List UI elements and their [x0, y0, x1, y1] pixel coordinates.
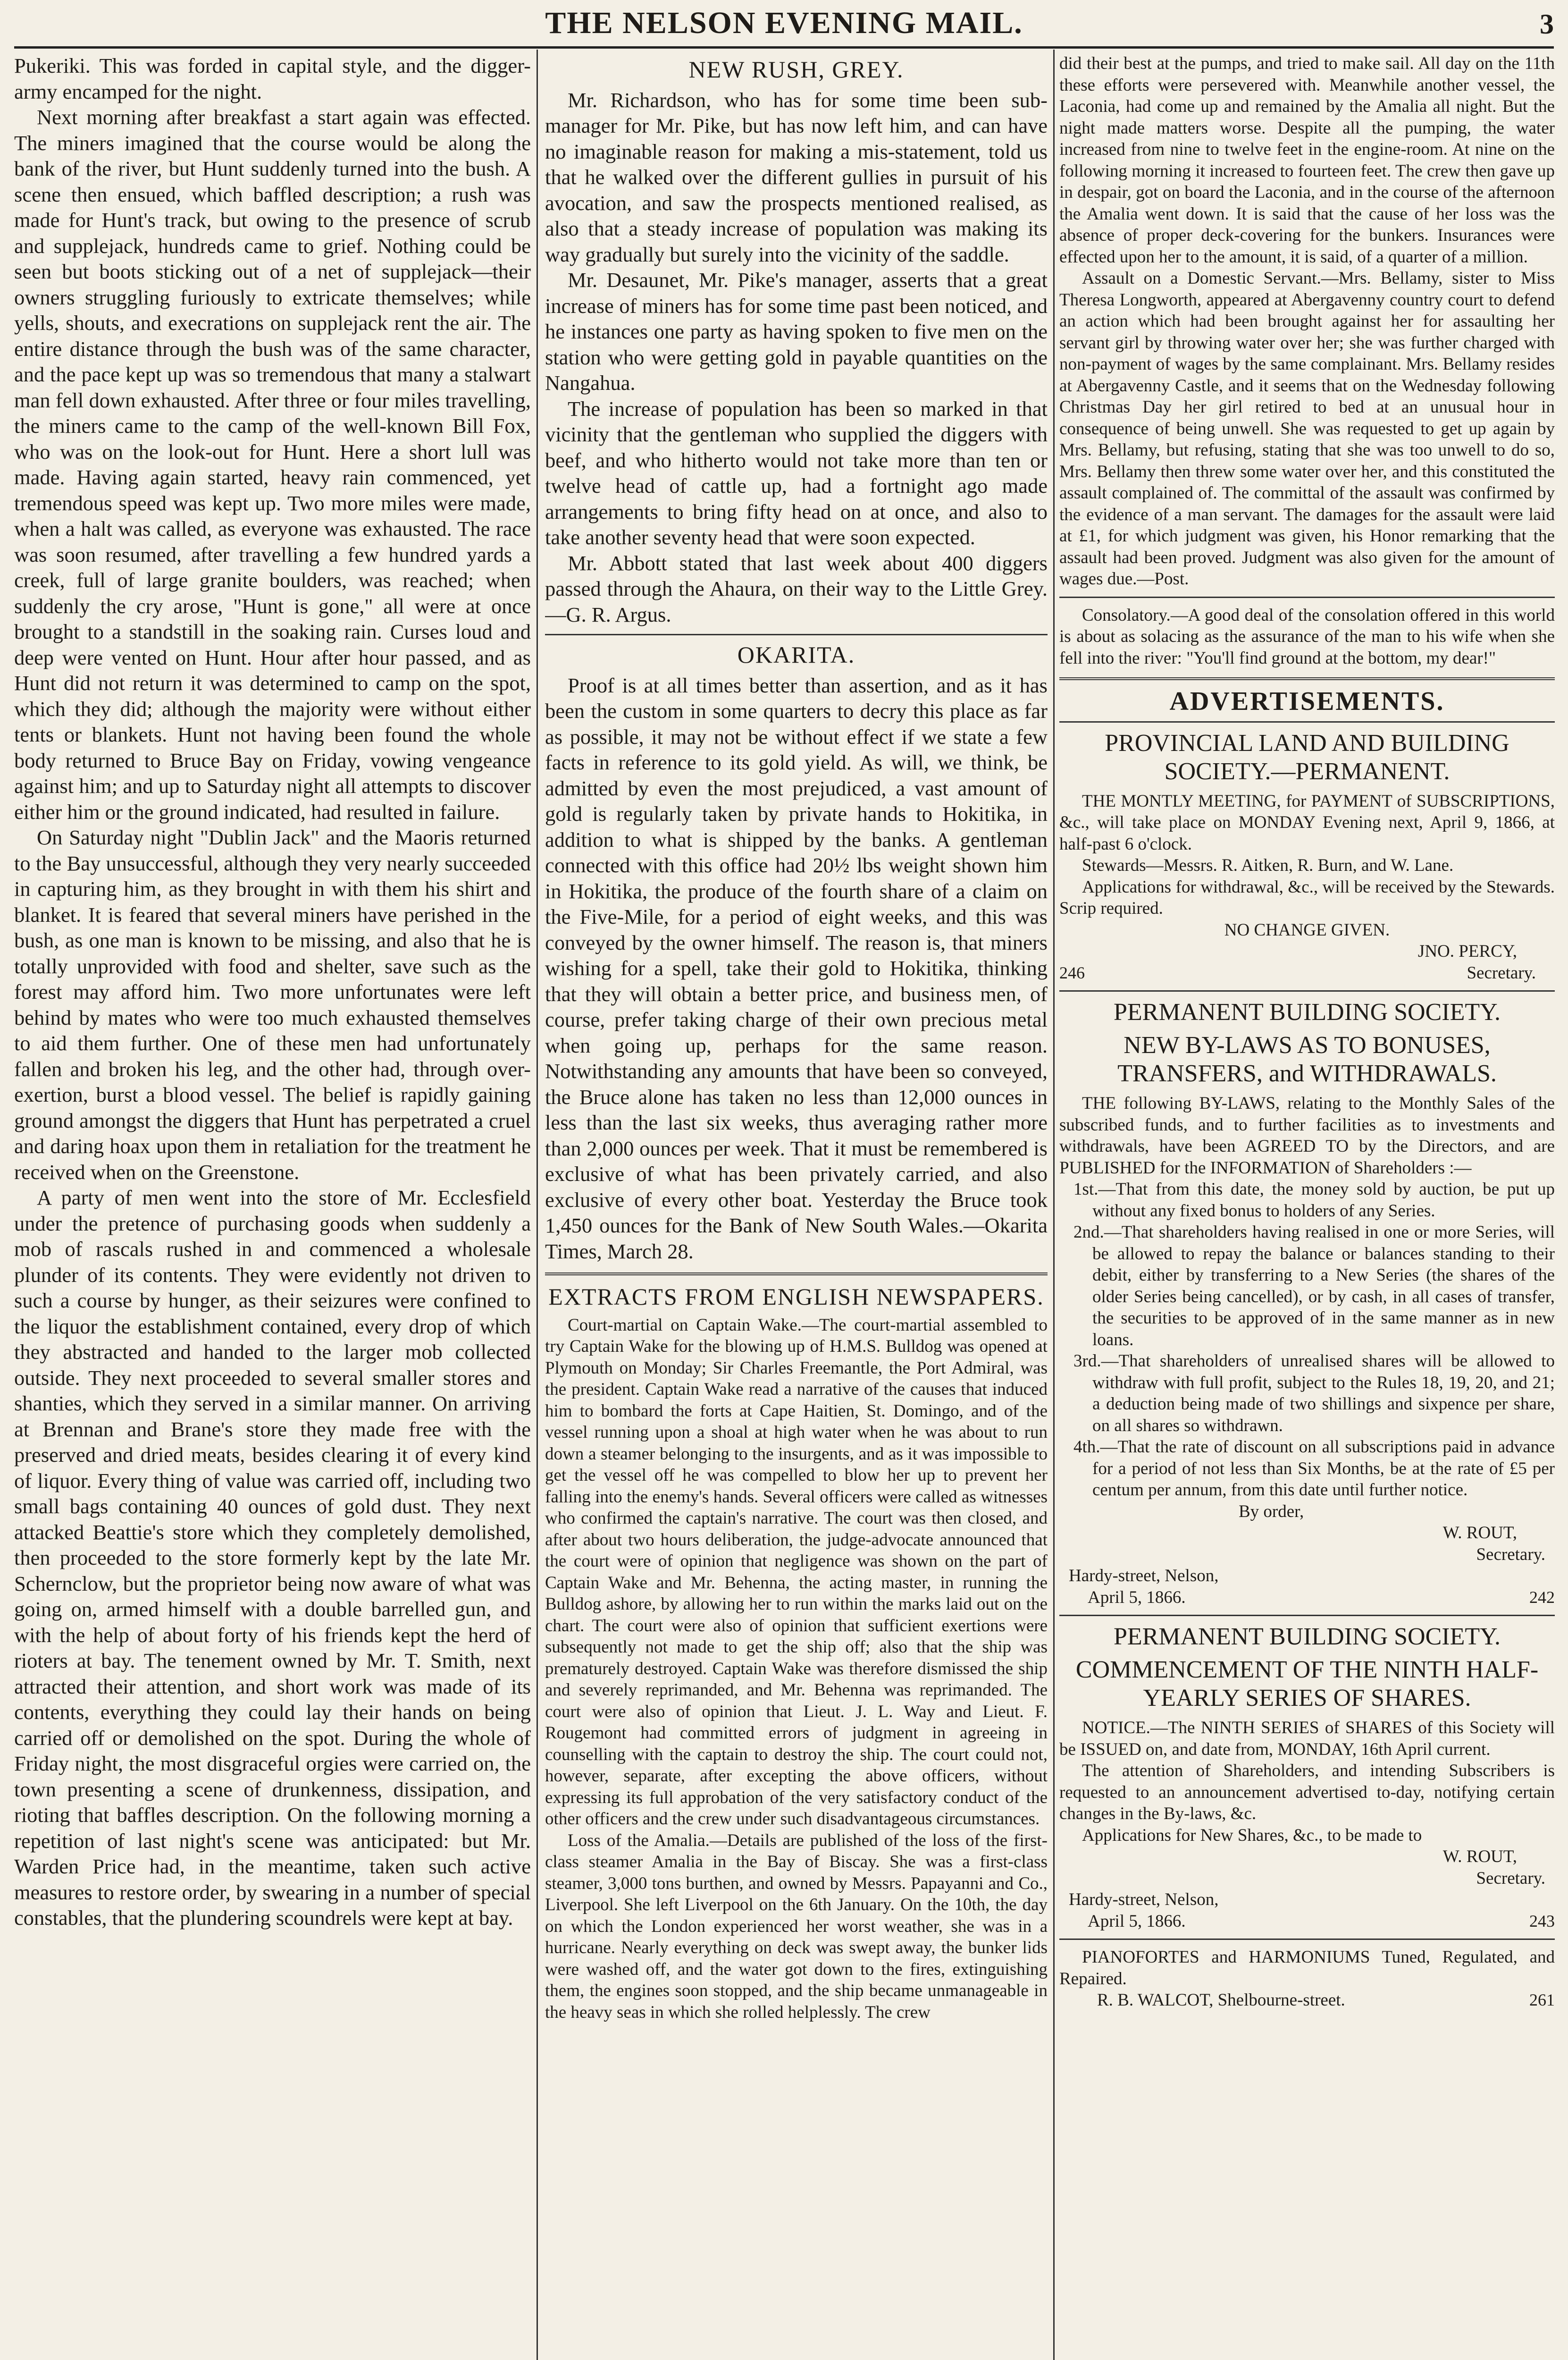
article-paragraph: Next morning after breakfast a start again was effected. The miners imagined that the course would be along the bank of the river, but Hunt suddenly turned into the bush. A scene then ensued, which baffled description; a rush was made for Hunt's track, but owing to the presence of scrub and supplejack, hundreds came to grief. Nothing could be seen but boots sticking out of a net of supplejack—their owners struggling furiously to extricate themselves; while yells, shouts, and execrations on supplejack rent the air. The entire distance through the bush was of the same character, and the pace kept up was so tremendous that many a stalwart man fell down exhausted. After three or four miles travelling, the miners came to the camp of the well-known Bill Fox, who was on the look-out for Hunt. Here a short lull was made. Having again started, heavy rain commenced, yet tremendous speed was kept up. Two more miles were made, when a halt was called, as everyone was exhausted. The race was soon resumed, after travelling a few hundred yards a creek, full of large granite boulders, was reached; when suddenly the cry arose, "Hunt is gone," all were at once brought to a standstill in the soaking rain. Curses loud and deep were vented on Hunt. Hour after hour passed, and as Hunt did not return it was determined to camp on the spot, which they did; although the majority were without either tents or blankets. Hunt not having been found the whole body returned to Bruce Bay on Friday, vowing vengeance against him; and up to Saturday night all attempts to discover either him or the ground indicated, had resulted in failure. — [14, 105, 531, 824]
section-rule — [545, 634, 1048, 635]
column-1 — [14, 53, 531, 2360]
article-paragraph: Court-martial on Captain Wake.—The court-martial assembled to try Captain Wake for the blowing up of H.M.S. Bulldog was opened at Plymouth on Monday; Sir Charles Freemantle, the Port Admiral, was the president. Captain Wake read a narrative of the causes that induced him to bombard the forts at Cape Haitien, St. Domingo, and of the vessel running upon a shoal at high water when he was about to run down a steamer belonging to the insurgents, and as it was impossible to get the vessel off he was compelled to blow her up to prevent her falling into the enemy's hands. Several officers were called as witnesses who confirmed the captain's narrative. The court was then closed, and after about two hours deliberation, the judge-advocate announced that the court were of opinion that negligence was shown on the part of Captain Wake and Mr. Behenna, the acting master, in running the Bulldog ashore, by allowing her to run within the marks laid out on the chart. The court were also of opinion that sufficient exertions were subsequently not made to get the ship off; also that the ship was prematurely destroyed. Captain Wake was therefore dismissed the ship and severely reprimanded, and Mr. Behenna was reprimanded. The court were also of opinion that Lieut. J. L. Way and Lieut. F. Rougemont had committed errors of judgment in agreeing in counselling with the captain to destroy the ship. The court could not, however, separate, after excepting the above officers, without expressing its full approbation of the very satisfactory conduct of the other officers and the crew under such disadvantageous circumstances. — [545, 1315, 1048, 1829]
ad-attention: The attention of Shareholders, and intending Subscribers is requested to an announcement advertised to-day, notifying certain changes in the By-laws, &c. — [1059, 1761, 1555, 1823]
column-divider — [1053, 50, 1055, 2360]
column-divider — [537, 50, 538, 2360]
section-heading-extracts: EXTRACTS FROM ENGLISH NEWSPAPERS. — [548, 1283, 1044, 1310]
ad-role: Secretary. — [1476, 1868, 1545, 1888]
newspaper-title: THE NELSON EVENING MAIL. — [545, 6, 1023, 40]
section-rule — [545, 1273, 1048, 1275]
ad-signature: W. ROUT, — [1442, 1523, 1517, 1542]
column-2 — [545, 53, 1048, 2360]
ad-number: 243 — [1529, 1911, 1555, 1930]
advertisement-provincial — [1059, 729, 1555, 984]
masthead — [0, 0, 1568, 47]
ad-date: April 5, 1866. — [1088, 1911, 1186, 1931]
masthead-rule — [14, 46, 1554, 49]
ad-body: THE MONTLY MEETING, for PAYMENT of SUBSCRIPTIONS, &c., will take place on MONDAY Evening next, April 9, 1866, at half-past 6 o'clock. — [1059, 791, 1555, 854]
ad-notice: NO CHANGE GIVEN. — [1224, 920, 1390, 940]
section-rule — [1059, 990, 1555, 992]
ad-title: PERMANENT BUILDING SOCIETY. — [1114, 1623, 1501, 1650]
ad-date: April 5, 1866. — [1088, 1587, 1186, 1607]
article-paragraph: Mr. Desaunet, Mr. Pike's manager, asserts that a great increase of miners has for some time past been noticed, and he instances one party as having spoken to five men on the station who were getting gold in payable quantities on the Nangahua. — [545, 268, 1048, 395]
article-paragraph: Proof is at all times better than assertion, and as it has been the custom in some quarters to decry this place as far as possible, it may not be without effect if we state a few facts in reference to its gold yield. As will, we think, be admitted by even the most prejudiced, a vast amount of gold is regularly taken by private hands to Hokitika, in addition to what is shipped by the banks. A gentleman connected with this office had 20½ lbs weight shown him in Hokitika, the produce of the fourth share of a claim on the Five-Mile, for a period of eight weeks, and this was conveyed by the owner himself. The reason is, that miners wishing for a spell, take their gold to Hokitika, thinking that they will obtain a better price, and business men, of course, prefer taking charge of their own precious metal when going up, perhaps for the same reason. Notwithstanding any amounts that have been so conveyed, the Bruce alone has taken no less than 12,000 ounces in less than the last six weeks, thus averaging rather more than 2,000 ounces per week. That it must be remembered is exclusive of what has been privately carried, and also exclusive of every other boat. Yesterday the Bruce took 1,450 ounces for the Bank of New South Wales.—Okarita Times, March 28. — [545, 673, 1048, 1263]
section-rule — [1059, 597, 1555, 598]
advertisements-heading: ADVERTISEMENTS. — [1169, 687, 1445, 716]
advertisement-ninth-series — [1059, 1623, 1555, 1932]
article-paragraph: Assault on a Domestic Servant.—Mrs. Bellamy, sister to Miss Theresa Longworth, appeared at Abergavenny country court to defend an action which had been brought against her for assaulting her servant girl by throwing water over her; she was further charged with non-payment of wages by the same complainant. Mrs. Bellamy resides at Abergavenny Castle, and it seems that on the Wednesday following Christmas Day her girl retired to bed at an unusual hour in consequence of being unwell. She was requested to get up again by Mrs. Bellamy, but refusing, stating that she was too unwell to do so, Mrs. Bellamy then threw some water over her, and this constituted the assault complained of. The committal of the assault was confirmed by the evidence of a man servant. The damages for the assault were laid at £1, for which judgment was given, his Honor remarking that the assault had been proved. Judgment was also given for the amount of wages due.—Post. — [1059, 269, 1555, 589]
article-paragraph: On Saturday night "Dublin Jack" and the Maoris returned to the Bay unsuccessful, although they very nearly succeeded in capturing him, as they brought in with them his shirt and blanket. It is feared that several miners have perished in the bush, as one man is known to be missing, and also that he is totally unprovided with food and shelter, save such as the forest may afford him. Two more unfortunates were left behind by mates who were too much exhausted themselves to aid them further. One of these men had unfortunately fallen and broken his leg, and the other had, through over-exertion, burst a blood vessel. The belief is rapidly gaining ground amongst the diggers that Hunt has perpetrated a cruel and daring hoax upon them in retaliation for the treatment he received when on the Greenstone. — [14, 826, 531, 1184]
ad-bylaw-item: 2nd.—That shareholders having realised in one or more Series, will be allowed to repay the balance or balances standing to their debit, either by transferring to a New Series (the shares of the older Series being cancelled), or by cash, in all cases of transfer, the securities to be approved of in the same manner as in new loans. — [1073, 1222, 1555, 1349]
ad-bylaw-item: 1st.—That from this date, the money sold by auction, be put up without any fixed bonus to holders of any Series. — [1073, 1180, 1555, 1221]
ad-applications: Applications for New Shares, &c., to be made to — [1082, 1825, 1422, 1845]
ad-bylaw-item: 4th.—That the rate of discount on all subscriptions paid in advance for a period of not less than Six Months, be at the rate of £5 per centum per annum, from this date until further notice. — [1073, 1437, 1555, 1500]
ad-subtitle: COMMENCEMENT OF THE NINTH HALF-YEARLY SERIES OF SHARES. — [1075, 1656, 1539, 1711]
ad-signature: R. B. WALCOT, Shelbourne-street. — [1097, 1990, 1345, 2010]
article-paragraph: did their best at the pumps, and tried to make sail. All day on the 11th these efforts were persevered with. Meanwhile another vessel, the Laconia, had come up and remained by the Amalia all night. But the night made matters worse. Despite all the pumping, the water increased from nine to twelve feet in the engine-room. At nine on the following morning it increased to fourteen feet. The crew then gave up in despair, got on board the Laconia, and in the course of the afternoon the Amalia went down. It is said that the cause of her loss was the absence of proper deck-covering for the bunkers. Insurances were effected upon her to the amount, it is said, of a quarter of a million. — [1059, 54, 1555, 267]
ad-signature: W. ROUT, — [1442, 1847, 1517, 1866]
ad-number: 261 — [1529, 1990, 1555, 2009]
ad-title: PERMANENT BUILDING SOCIETY. — [1114, 999, 1501, 1026]
ad-stewards: Stewards—Messrs. R. Aitken, R. Burn, and W. Lane. — [1082, 856, 1454, 875]
article-paragraph: Mr. Abbott stated that last week about 400 diggers passed through the Ahaura, on their way to the Little Grey.—G. R. Argus. — [545, 551, 1048, 626]
ad-by-order: By order, — [1239, 1501, 1304, 1521]
ad-role: Secretary. — [1476, 1544, 1545, 1564]
section-heading-okarita: OKARITA. — [737, 641, 855, 668]
ad-title: PROVINCIAL LAND AND BUILDING SOCIETY.—PERMANENT. — [1105, 729, 1509, 785]
article-paragraph: Pukeriki. This was forded in capital style, and the digger-army encamped for the night. — [14, 54, 531, 103]
ad-number: 246 — [1059, 963, 1085, 982]
advertisement-bylaws — [1059, 998, 1555, 1608]
ad-signature: JNO. PERCY, — [1417, 942, 1517, 961]
ad-applications: Applications for withdrawal, &c., will be received by the Stewards. Scrip required. — [1059, 877, 1555, 918]
ad-intro: THE following BY-LAWS, relating to the Monthly Sales of the subscribed funds, and to further facilities as to investments and withdrawals, have been AGREED TO by the Directors, and are PUBLISHED for the INFORMATION of Shareholders :— — [1059, 1094, 1555, 1178]
ad-number: 242 — [1529, 1587, 1555, 1607]
ad-subtitle: NEW BY-LAWS AS TO BONUSES, TRANSFERS, and WITHDRAWALS. — [1117, 1032, 1497, 1087]
ad-body: PIANOFORTES and HARMONIUMS Tuned, Regulated, and Repaired. — [1059, 1947, 1555, 1989]
ad-role: Secretary. — [1467, 963, 1536, 983]
page-number: 3 — [1540, 8, 1554, 40]
article-paragraph: The increase of population has been so marked in that vicinity that the gentleman who supplied the diggers with beef, and who hitherto would not take more than ten or twelve head of cattle up, had a fortnight ago made arrangements to bring fifty head on at once, and also to take another seventy head that were soon expected. — [545, 396, 1048, 549]
section-heading-new-rush: NEW RUSH, GREY. — [688, 56, 904, 83]
advertisement-pianofortes — [1059, 1947, 1555, 2011]
article-paragraph: Consolatory.—A good deal of the consolation offered in this world is about as solacing as the assurance of the man to his wife when she fell into the river: "You'll find ground at the bottom, my dear!" — [1059, 605, 1555, 668]
ad-body: NOTICE.—The NINTH SERIES of SHARES of this Society will be ISSUED on, and date from, MONDAY, 16th April current. — [1059, 1718, 1555, 1759]
article-paragraph: Loss of the Amalia.—Details are published of the loss of the first-class steamer Amalia in the Bay of Biscay. She was a first-class steamer, 3,000 tons burthen, and owned by Messrs. Papayanni and Co., Liverpool. She left Liverpool on the 6th January. On the 10th, the day on which the London experienced her worst weather, she was in a hurricane. Nearly everything on deck was swept away, the bunker lids were washed off, and the water got down to the fires, extinguishing them, the engines soon stopped, and the ship became unmanageable in the heavy seas in which she rolled helplessly. The crew — [545, 1830, 1048, 2022]
ad-address: Hardy-street, Nelson, — [1069, 1566, 1219, 1585]
section-rule — [1059, 1615, 1555, 1616]
ad-bylaw-item: 3rd.—That shareholders of unrealised shares will be allowed to withdraw with full profit, subject to the Rules 18, 19, 20, and 21; a deduction being made of two shillings and sixpence per share, on all shares so withdrawn. — [1073, 1351, 1555, 1435]
article-paragraph: A party of men went into the store of Mr. Ecclesfield under the pretence of purchasing goods when suddenly a mob of rascals rushed in and commenced a wholesale plunder of its contents. They were evidently not driven to such a course by hunger, as their seizures were confined to the liquor the establishment contained, every drop of which they abstracted and handed to the larger mob collected outside. They next proceeded to several smaller stores and shanties, which they served in a similar manner. On arriving at Brennan and Brane's store they made free with the preserved and dried meats, besides clearing it of every kind of liquor. Every thing of value was carried off, including two small bags containing 40 ounces of gold dust. They next attacked Beattie's store which they completely demolished, then proceeded to the store formerly kept by the late Mr. Schernclow, but the proprietor being now aware of what was going on, armed himself with a double barrelled gun, and with the help of about forty of his friends kept the herd of rioters at bay. The tenement owned by Mr. T. Smith, next attracted their attention, and short work was made of its contents, everything they could lay their hands on being carried off or demolished on the spot. During the whole of Friday night, the most disgraceful orgies were carried on, the town presenting a scene of drunkenness, dissipation, and rioting that baffles description. On the following morning a repetition of last night's scene was anticipated: but Mr. Warden Price had, in the meantime, taken such active measures to restore order, by swearing in a number of special constables, that the plundering scoundrels were kept at bay. — [14, 1186, 531, 1930]
column-3 — [1059, 53, 1555, 2360]
section-rule — [1059, 721, 1555, 723]
article-paragraph: Mr. Richardson, who has for some time been sub-manager for Mr. Pike, but has now left him, and can have no imaginable reason for making a mis-statement, told us that he walked over the different gullies in pursuit of his avocation, and saw the prospects mentioned realised, as also that a steady increase of population was making its way gradually but surely into the vicinity of the saddle. — [545, 88, 1048, 266]
ad-address: Hardy-street, Nelson, — [1069, 1890, 1219, 1909]
section-rule — [1059, 677, 1555, 680]
section-rule — [1059, 1939, 1555, 1940]
